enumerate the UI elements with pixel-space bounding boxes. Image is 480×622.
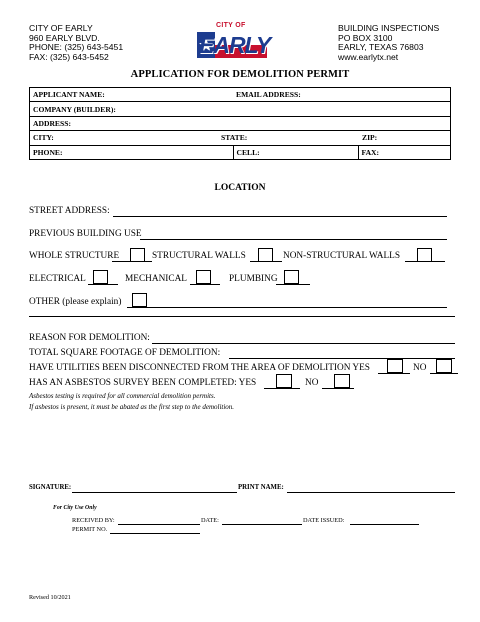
street-address-label: STREET ADDRESS: bbox=[29, 206, 110, 216]
square-footage-label: TOTAL SQUARE FOOTAGE OF DEMOLITION: bbox=[29, 348, 221, 358]
other-label: OTHER (please explain) bbox=[29, 297, 122, 307]
dept-website[interactable]: www.earlytx.net bbox=[338, 51, 399, 62]
asbestos-no-underline bbox=[322, 388, 354, 389]
city-name: CITY OF EARLY bbox=[29, 23, 93, 33]
print-name-label: PRINT NAME: bbox=[238, 484, 284, 491]
logo-early-text: EARLY bbox=[199, 32, 271, 58]
city-fax: FAX: (325) 643-5452 bbox=[29, 51, 109, 62]
previous-use-label: PREVIOUS BUILDING USE bbox=[29, 229, 142, 239]
asbestos-no-checkbox[interactable] bbox=[334, 374, 350, 388]
permit-no-line[interactable] bbox=[110, 533, 200, 534]
email-label: EMAIL ADDRESS: bbox=[236, 90, 301, 100]
mechanical-underline bbox=[190, 284, 220, 285]
plumbing-underline bbox=[276, 284, 310, 285]
asbestos-yes-checkbox[interactable] bbox=[276, 374, 292, 388]
utilities-label: HAVE UTILITIES BEEN DISCONNECTED FROM THE AREA OF DEMOLITION YES bbox=[29, 363, 370, 373]
electrical-checkbox[interactable] bbox=[93, 270, 108, 284]
utilities-no-checkbox[interactable] bbox=[436, 359, 452, 373]
cell-field[interactable] bbox=[233, 145, 358, 159]
logo-city-of: CITY OF bbox=[216, 22, 246, 29]
whole-structure-label: WHOLE STRUCTURE bbox=[29, 251, 120, 261]
utilities-yes-underline bbox=[378, 373, 410, 374]
company-field[interactable] bbox=[30, 102, 451, 116]
revised-date: Revised 10/2021 bbox=[29, 594, 71, 601]
mechanical-label: MECHANICAL bbox=[125, 274, 187, 284]
city-address: 960 EARLY BLVD. bbox=[29, 32, 100, 43]
electrical-underline bbox=[88, 284, 118, 285]
section-divider bbox=[29, 316, 455, 317]
reason-line[interactable] bbox=[152, 343, 455, 344]
date-line[interactable] bbox=[222, 524, 302, 525]
asbestos-note-2: If asbestos is present, it must be abated as the first step to the demolition. bbox=[29, 403, 235, 411]
reason-label: REASON FOR DEMOLITION: bbox=[29, 333, 150, 343]
city-phone: PHONE: (325) 643-5451 bbox=[29, 42, 124, 53]
address-label: ADDRESS: bbox=[33, 118, 71, 128]
state-label: STATE: bbox=[221, 133, 248, 143]
utilities-no-underline bbox=[430, 373, 458, 374]
location-heading: LOCATION bbox=[214, 183, 266, 193]
utilities-yes-checkbox[interactable] bbox=[387, 359, 403, 373]
square-footage-line[interactable] bbox=[229, 358, 455, 359]
permit-no-label: PERMIT NO. bbox=[72, 526, 108, 533]
dept-po-box: PO BOX 3100 bbox=[338, 32, 393, 43]
structural-walls-label: STRUCTURAL WALLS bbox=[152, 251, 246, 261]
signature-label: SIGNATURE: bbox=[29, 484, 72, 491]
non-structural-walls-label: NON-STRUCTURAL WALLS bbox=[283, 251, 400, 261]
city-use-heading: For City Use Only bbox=[53, 505, 97, 511]
print-name-line[interactable] bbox=[287, 492, 455, 493]
phone-field[interactable] bbox=[30, 145, 234, 159]
applicant-name-field[interactable] bbox=[30, 88, 234, 102]
city-state-zip-field[interactable] bbox=[30, 131, 451, 145]
signature-line[interactable] bbox=[72, 492, 237, 493]
asbestos-no-label: NO bbox=[305, 378, 319, 388]
asbestos-note-1: Asbestos testing is required for all commercial demolition permits. bbox=[29, 392, 216, 400]
dept-city-state: EARLY, TEXAS 76803 bbox=[338, 42, 424, 53]
street-address-line[interactable] bbox=[113, 216, 447, 217]
address-field[interactable] bbox=[30, 116, 451, 130]
asbestos-label: HAS AN ASBESTOS SURVEY BEEN COMPLETED: YES bbox=[29, 378, 257, 388]
phone-label: PHONE: bbox=[33, 147, 63, 157]
utilities-no-label: NO bbox=[413, 363, 427, 373]
city-label: CITY: bbox=[33, 133, 54, 143]
zip-label: ZIP: bbox=[362, 133, 378, 143]
asbestos-yes-underline bbox=[264, 388, 300, 389]
city-contact-block bbox=[29, 24, 123, 62]
inspections-contact-block bbox=[338, 24, 439, 62]
email-field[interactable] bbox=[233, 88, 451, 102]
page-title: APPLICATION FOR DEMOLITION PERMIT bbox=[130, 69, 350, 80]
city-logo bbox=[196, 22, 271, 62]
applicant-info-table bbox=[29, 87, 451, 160]
non-structural-walls-checkbox[interactable] bbox=[417, 248, 432, 262]
other-checkbox[interactable] bbox=[132, 293, 147, 307]
whole-structure-checkbox[interactable] bbox=[130, 248, 145, 262]
date-issued-line[interactable] bbox=[350, 524, 419, 525]
fax-label: FAX: bbox=[361, 147, 380, 157]
other-explain-line[interactable] bbox=[127, 307, 447, 308]
received-by-label: RECEIVED BY: bbox=[72, 517, 115, 524]
plumbing-checkbox[interactable] bbox=[284, 270, 299, 284]
date-label: DATE: bbox=[201, 517, 219, 524]
mechanical-checkbox[interactable] bbox=[196, 270, 211, 284]
received-by-line[interactable] bbox=[118, 524, 200, 525]
applicant-name-label: APPLICANT NAME: bbox=[33, 90, 105, 100]
plumbing-label: PLUMBING bbox=[229, 274, 278, 284]
previous-use-line[interactable] bbox=[140, 239, 447, 240]
electrical-label: ELECTRICAL bbox=[29, 274, 86, 284]
fax-field[interactable] bbox=[358, 145, 451, 159]
dept-name: BUILDING INSPECTIONS bbox=[338, 23, 440, 33]
date-issued-label: DATE ISSUED: bbox=[303, 517, 345, 524]
structural-walls-checkbox[interactable] bbox=[258, 248, 273, 262]
company-label: COMPANY (BUILDER): bbox=[33, 104, 116, 114]
cell-label: CELL: bbox=[236, 147, 260, 157]
